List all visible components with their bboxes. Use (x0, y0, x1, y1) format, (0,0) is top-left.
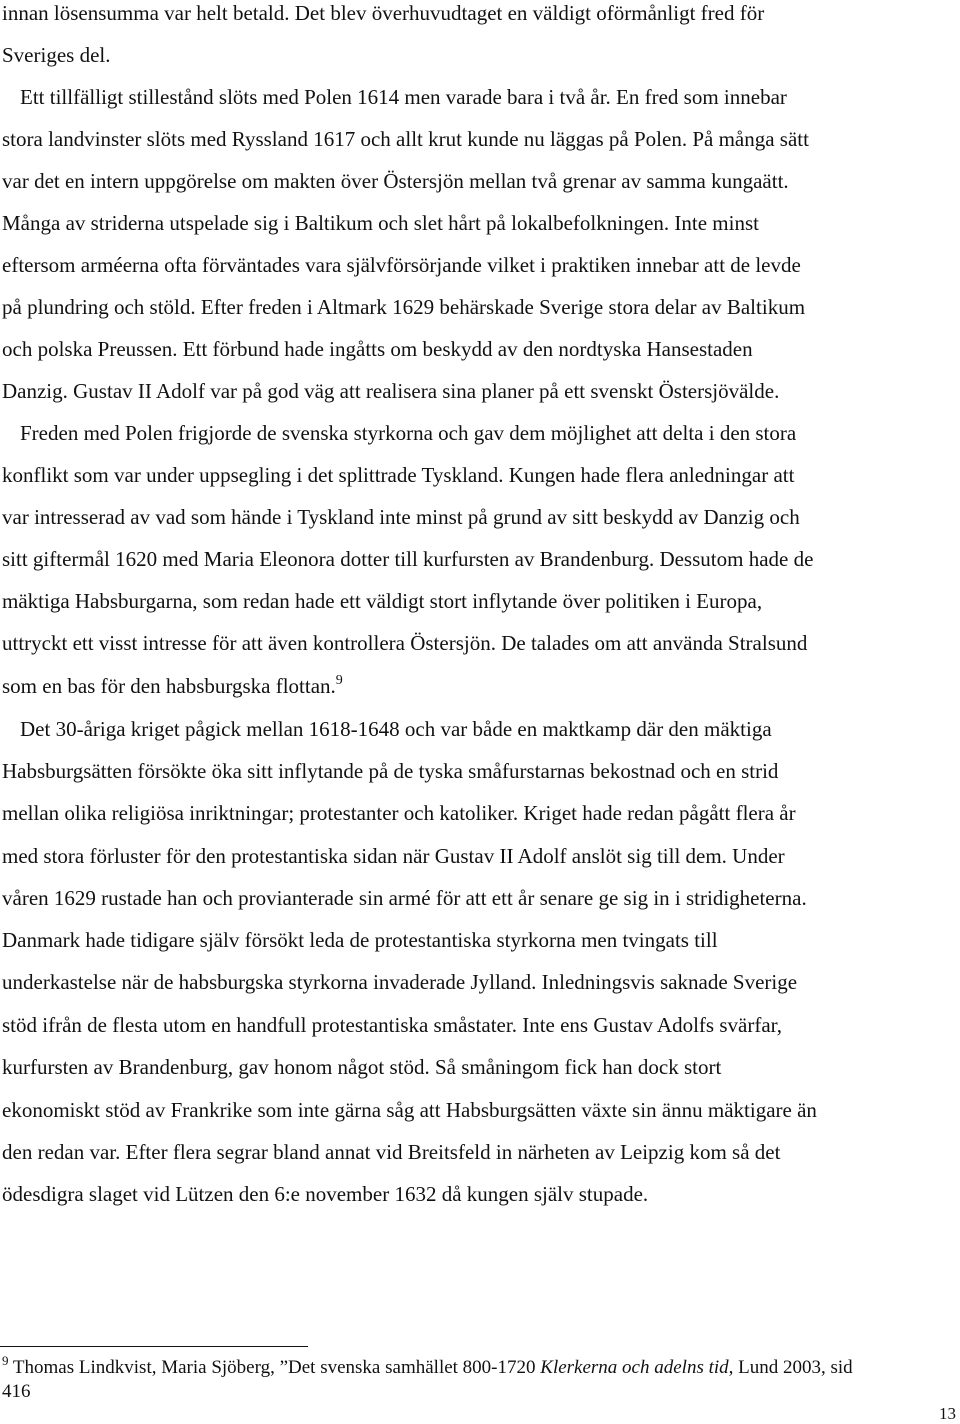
footnote-number: 9 (2, 1353, 9, 1368)
text-line: mäktiga Habsburgarna, som redan hade ett väldigt stort inflytande över politiken i Europa, (2, 589, 763, 613)
text-line: Sveriges del. (2, 43, 111, 67)
text-line: Många av striderna utspelade sig i Baltikum och slet hårt på lokalbefolkningen. Inte minst (2, 211, 759, 235)
footnote-separator (0, 1346, 308, 1347)
paragraph-start-line: Freden med Polen frigjorde de svenska styrkorna och gav dem möjlighet att delta i den stora (20, 421, 797, 445)
text-line: på plundring och stöld. Efter freden i Altmark 1629 behärskade Sverige stora delar av Baltikum (2, 295, 806, 319)
text-line: eftersom arméerna ofta förväntades vara självförsörjande vilket i praktiken innebar att de levde (2, 253, 801, 277)
text-line: innan lösensumma var helt betald. Det blev överhuvudtaget en väldigt oförmånligt fred för (2, 1, 765, 25)
footnote-text: Thomas Lindkvist, Maria Sjöberg, ”Det svenska samhället 800-1720 (12, 1357, 541, 1378)
text-line: var det en intern uppgörelse om makten över Östersjön mellan två grenar av samma kungaätt. (2, 169, 789, 193)
paragraph-start-line: Ett tillfälligt stillestånd slöts med Polen 1614 men varade bara i två år. En fred som innebar (20, 85, 787, 109)
text-line: Habsburgsätten försökte öka sitt inflytande på de tyska småfurstarnas bekostnad och en strid (2, 759, 779, 783)
text-line: stöd ifrån de flesta utom en handfull protestantiska småstater. Inte ens Gustav Adolfs svärfar, (2, 1013, 783, 1037)
text-line: och polska Preussen. Ett förbund hade ingåtts om beskydd av den nordtyska Hansestaden (2, 337, 753, 361)
text-line: med stora förluster för den protestantiska sidan när Gustav II Adolf anslöt sig till dem. Under (2, 844, 785, 868)
text-line: stora landvinster slöts med Ryssland 1617 och allt krut kunde nu läggas på Polen. På många sätt (2, 127, 809, 151)
text-line: Danzig. Gustav II Adolf var på god väg att realisera sina planer på ett svenskt Östersjövälde. (2, 379, 780, 403)
text-line-content: som en bas för den habsburgska flottan. (2, 674, 336, 698)
text-line: den redan var. Efter flera segrar bland annat vid Breitsfeld in närheten av Leipzig kom så det (2, 1140, 781, 1164)
text-line: sitt giftermål 1620 med Maria Eleonora dotter till kurfursten av Brandenburg. Dessutom hade de (2, 547, 814, 571)
text-line: ekonomiskt stöd av Frankrike som inte gärna såg att Habsburgsätten växte sin ännu mäktigare än (2, 1098, 817, 1122)
text-line: Danmark hade tidigare själv försökt leda de protestantiska styrkorna men tvingats till (2, 928, 718, 952)
footnote-book-title: Klerkerna och adelns tid (540, 1357, 729, 1378)
text-line: underkastelse när de habsburgska styrkorna invaderade Jylland. Inledningsvis saknade Sverige (2, 970, 798, 994)
footnote-continuation: 416 (2, 1381, 31, 1402)
text-line: konflikt som var under uppsegling i det splittrade Tyskland. Kungen hade flera anledningar att (2, 463, 795, 487)
text-line-with-footnote-ref (2, 673, 343, 699)
text-line: våren 1629 rustade han och provianterade sin armé för att ett år senare ge sig in i stridigheterna. (2, 886, 807, 910)
footnote (2, 1353, 853, 1380)
page-number: 13 (939, 1404, 956, 1423)
text-line: kurfursten av Brandenburg, gav honom något stöd. Så småningom fick han dock stort (2, 1055, 722, 1079)
text-line: var intresserad av vad som hände i Tyskland inte minst på grund av sitt beskydd av Danzig och (2, 505, 800, 529)
text-line: ödesdigra slaget vid Lützen den 6:e november 1632 då kungen själv stupade. (2, 1182, 649, 1206)
footnote-text-tail: , Lund 2003, sid (728, 1357, 853, 1378)
footnote-reference[interactable]: 9 (335, 673, 343, 688)
text-line: uttryckt ett visst intresse för att även kontrollera Östersjön. De talades om att använda Stralsund (2, 631, 808, 655)
text-line: mellan olika religiösa inriktningar; protestanter och katoliker. Kriget hade redan pågått flera år (2, 801, 796, 825)
paragraph-start-line: Det 30-åriga kriget pågick mellan 1618-1648 och var både en maktkamp där den mäktiga (20, 717, 772, 741)
